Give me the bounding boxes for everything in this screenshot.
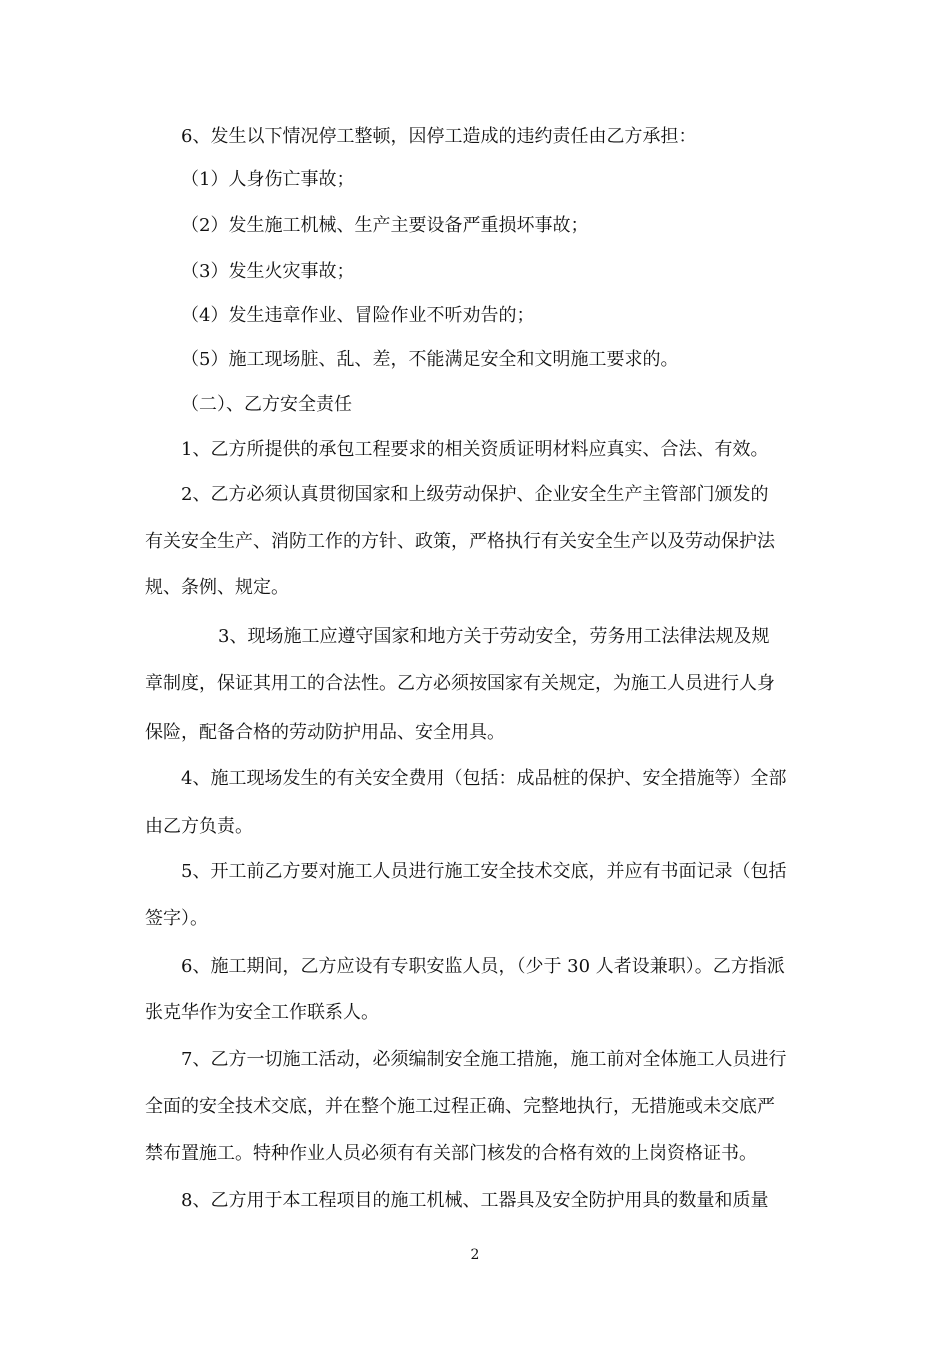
text-line: 保险，配备合格的劳动防护用品、安全用具。 [145,722,505,743]
text-line: 由乙方负责。 [145,816,253,837]
text-line: （3）发生火灾事故； [181,261,355,282]
page-number: 2 [470,1247,480,1263]
text-line: 章制度，保证其用工的合法性。乙方必须按国家有关规定，为施工人员进行人身 [145,673,775,694]
text-line: （4）发生违章作业、冒险作业不听劝告的； [181,305,535,326]
text-line: 1、乙方所提供的承包工程要求的相关资质证明材料应真实、合法、有效。 [181,439,769,460]
text-line: 禁布置施工。特种作业人员必须有有关部门核发的合格有效的上岗资格证书。 [145,1143,757,1164]
text-line: 7、乙方一切施工活动，必须编制安全施工措施，施工前对全体施工人员进行 [181,1049,787,1070]
text-line: 6、施工期间，乙方应设有专职安监人员，（少于 30 人者设兼职）。乙方指派 [181,956,785,977]
section-heading: （二）、乙方安全责任 [181,394,352,415]
text-line: 6、发生以下情况停工整顿，因停工造成的违约责任由乙方承担： [181,126,697,147]
text-line: 5、开工前乙方要对施工人员进行施工安全技术交底，并应有书面记录（包括 [181,861,787,882]
text-line: （1）人身伤亡事故； [181,169,355,190]
text-line: 有关安全生产、消防工作的方针、政策，严格执行有关安全生产以及劳动保护法 [145,531,775,552]
text-line: 签字）。 [145,908,208,929]
text-line: 张克华作为安全工作联系人。 [145,1002,379,1023]
text-line: （2）发生施工机械、生产主要设备严重损坏事故； [181,215,589,236]
text-line: 全面的安全技术交底，并在整个施工过程正确、完整地执行，无措施或未交底严 [145,1096,775,1117]
text-line: 8、乙方用于本工程项目的施工机械、工器具及安全防护用具的数量和质量 [181,1190,769,1211]
text-line: 3、现场施工应遵守国家和地方关于劳动安全，劳务用工法律法规及规 [218,626,770,647]
text-line: 4、施工现场发生的有关安全费用（包括：成品桩的保护、安全措施等）全部 [181,768,787,789]
text-line: 2、乙方必须认真贯彻国家和上级劳动保护、企业安全生产主管部门颁发的 [181,484,769,505]
text-line: 规、条例、规定。 [145,577,289,598]
text-line: （5）施工现场脏、乱、差，不能满足安全和文明施工要求的。 [181,349,679,370]
